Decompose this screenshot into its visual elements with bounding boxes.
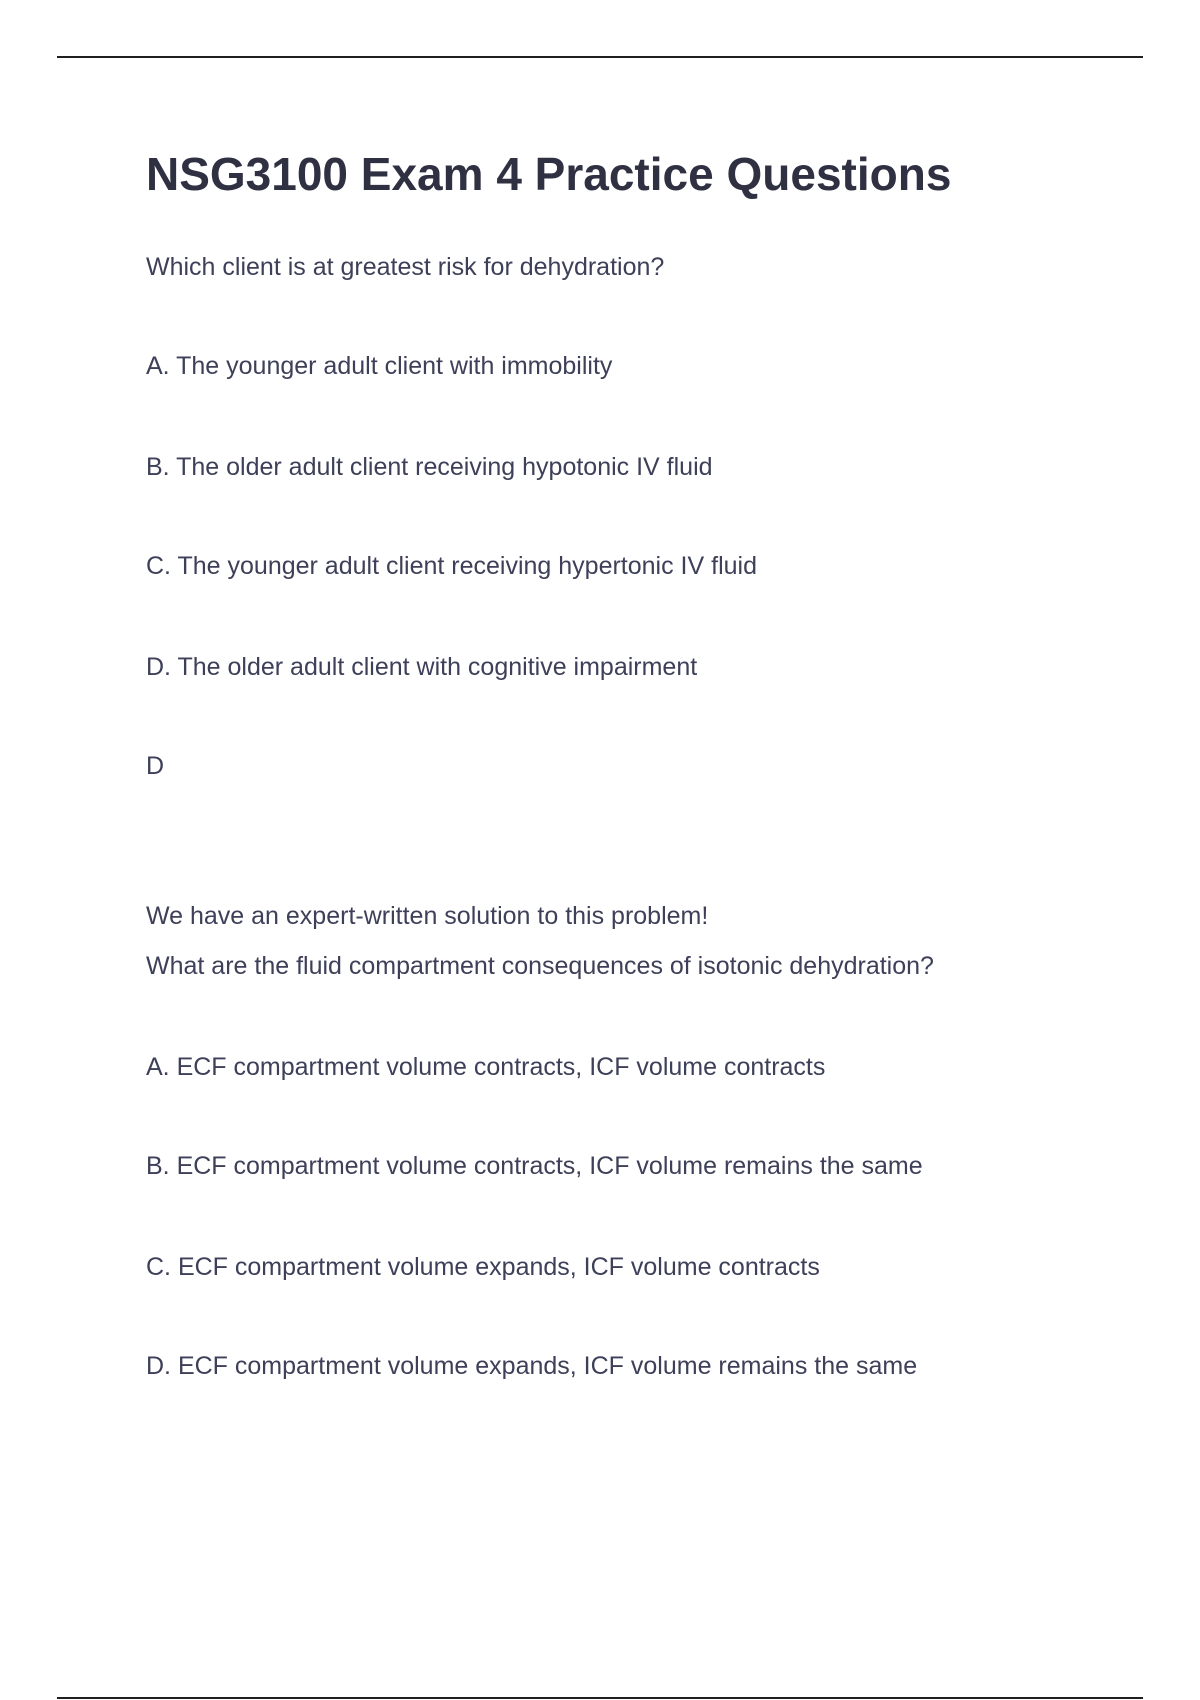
question-1-option-d: D. The older adult client with cognitive impairment (146, 653, 698, 681)
bottom-rule (57, 1697, 1143, 1699)
question-2-option-d: D. ECF compartment volume expands, ICF volume remains the same (146, 1352, 918, 1380)
page-title: NSG3100 Exam 4 Practice Questions (146, 148, 952, 200)
question-2-option-b: B. ECF compartment volume contracts, ICF volume remains the same (146, 1152, 923, 1180)
question-2-option-c: C. ECF compartment volume expands, ICF volume contracts (146, 1253, 820, 1281)
top-rule (57, 56, 1143, 58)
question-1-option-a: A. The younger adult client with immobility (146, 352, 613, 380)
question-1-prompt: Which client is at greatest risk for dehydration? (146, 253, 665, 281)
question-1-answer: D (146, 752, 165, 780)
question-1-option-b: B. The older adult client receiving hypotonic IV fluid (146, 453, 713, 481)
question-1-option-c: C. The younger adult client receiving hypertonic IV fluid (146, 552, 757, 580)
question-2-option-a: A. ECF compartment volume contracts, ICF volume contracts (146, 1053, 826, 1081)
solution-note: We have an expert-written solution to this problem! (146, 902, 709, 930)
question-2-prompt: What are the fluid compartment consequences of isotonic dehydration? (146, 952, 934, 980)
